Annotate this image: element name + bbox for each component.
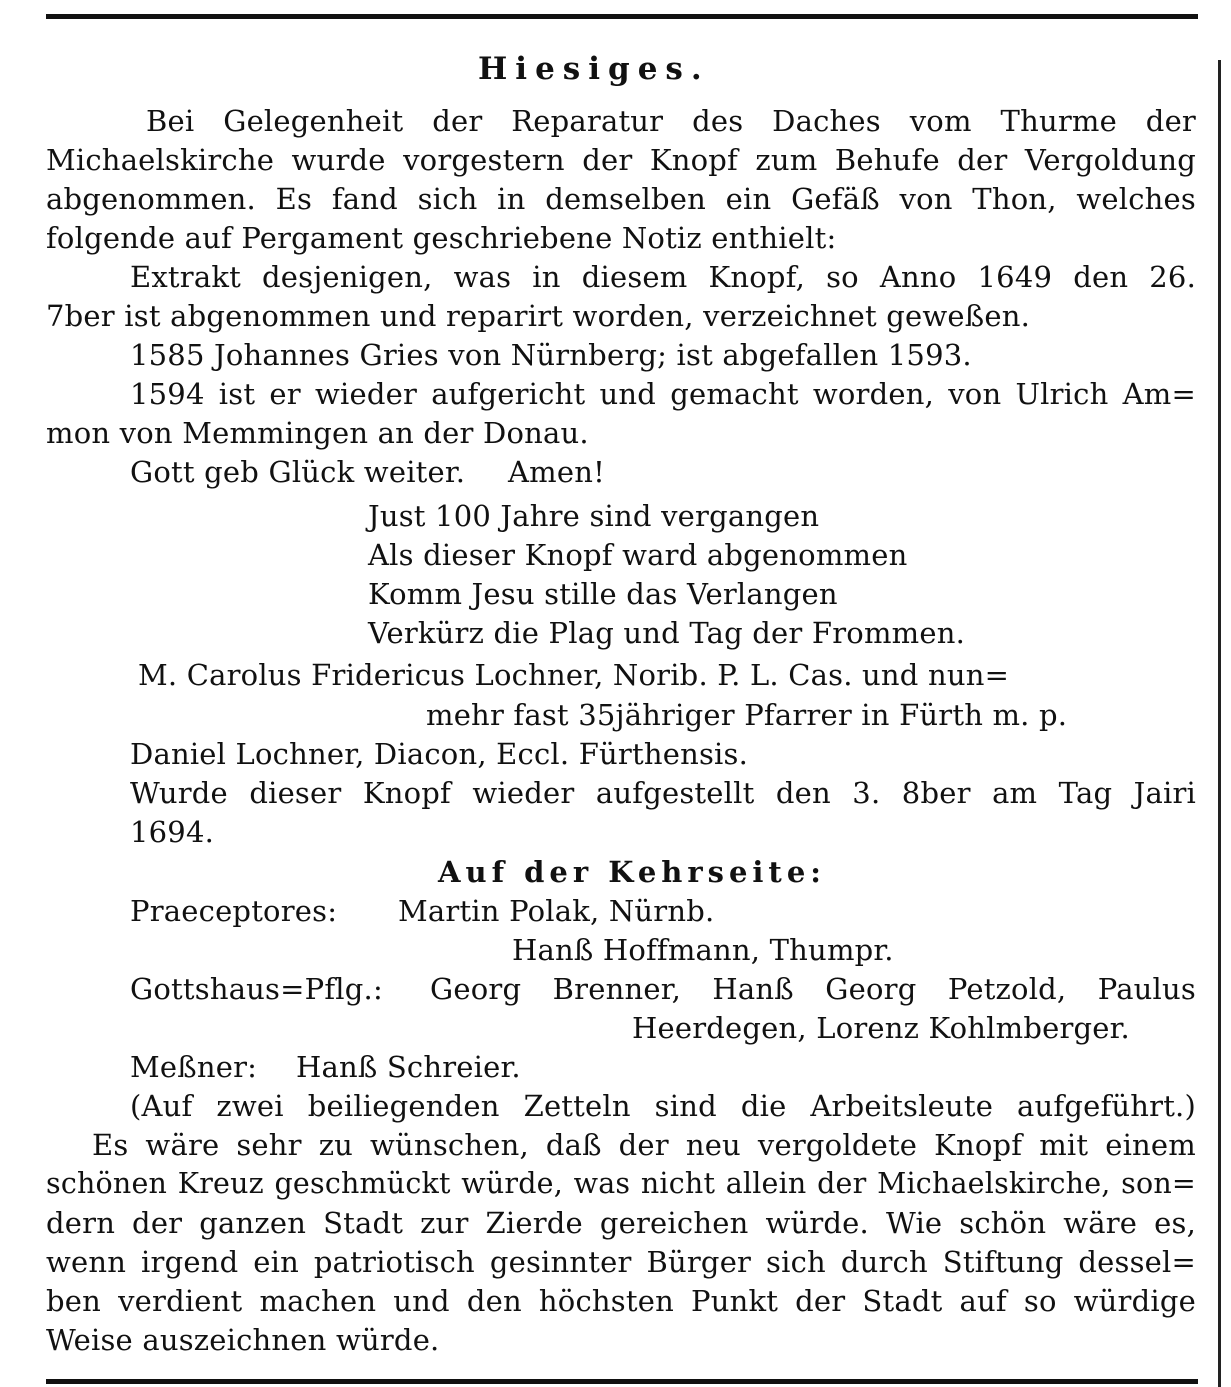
pfleger-names-2: Heerdegen, Lorenz Kohlmberger. xyxy=(632,1011,1130,1045)
intro-line-4: folgende auf Pergament geschriebene Notiz enthielt: xyxy=(46,221,837,255)
signature-line-3: Daniel Lochner, Diacon, Eccl. Fürthensis. xyxy=(130,737,749,771)
verse-line-2: Als dieser Knopf ward abgenommen xyxy=(368,538,908,572)
praeceptores-name-2: Hanß Hoffmann, Thumpr. xyxy=(512,933,894,967)
reverse-heading: Auf der Kehrseite: xyxy=(438,855,826,889)
pfleger-names-1: Georg Brenner, Hanß Georg Petzold, Paulus xyxy=(430,972,1196,1006)
column-rule xyxy=(1218,60,1221,1387)
closing-line-4: wenn irgend ein patriotisch gesinnter Bürger sich durch Stiftung dessel= xyxy=(46,1245,1196,1279)
top-rule xyxy=(46,14,1198,19)
pfleger-label: Gottshaus=Pflg.: xyxy=(130,972,383,1006)
extract-line-5: mon von Memmingen an der Donau. xyxy=(46,416,589,450)
article-title: Hiesiges. xyxy=(478,51,710,87)
praeceptores-label: Praeceptores: xyxy=(130,894,338,928)
intro-line-3: abgenommen. Es fand sich in demselben ein Gefäß von Thon, welches xyxy=(46,182,1196,216)
closing-line-6: Weise auszeichnen würde. xyxy=(46,1323,440,1357)
verse-line-4: Verkürz die Plag und Tag der Frommen. xyxy=(368,616,966,650)
closing-line-1: Es wäre sehr zu wünschen, daß der neu vergoldete Knopf mit einem xyxy=(92,1128,1196,1162)
closing-line-2: schönen Kreuz geschmückt würde, was nicht allein der Michaelskirche, son= xyxy=(46,1167,1196,1200)
workers-note: (Auf zwei beiliegenden Zetteln sind die Arbeitsleute aufgeführt.) xyxy=(130,1089,1196,1123)
bottom-rule xyxy=(46,1379,1198,1384)
intro-line-1: Bei Gelegenheit der Reparatur des Daches vom Thurme der xyxy=(146,104,1196,138)
extract-line-2: 7ber ist abgenommen und reparirt worden, verzeichnet geweßen. xyxy=(46,299,1031,333)
praeceptores-name-1: Martin Polak, Nürnb. xyxy=(398,894,715,928)
signature-line-5: 1694. xyxy=(130,815,215,849)
signature-line-1: M. Carolus Fridericus Lochner, Norib. P. L. Cas. und nun= xyxy=(138,658,1010,692)
signature-line-2: mehr fast 35jähriger Pfarrer in Fürth m. p. xyxy=(426,698,1068,732)
extract-line-6: Gott geb Glück weiter. xyxy=(130,455,466,489)
intro-line-2: Michaelskirche wurde vorgestern der Knopf zum Behufe der Vergoldung xyxy=(46,143,1196,177)
closing-line-5: ben verdient machen und den höchsten Punkt der Stadt auf so würdige xyxy=(46,1284,1196,1318)
extract-line-1: Extrakt desjenigen, was in diesem Knopf, so Anno 1649 den 26. xyxy=(130,260,1196,294)
messner-name: Hanß Schreier. xyxy=(296,1050,521,1084)
verse-line-1: Just 100 Jahre sind vergangen xyxy=(368,499,820,533)
closing-line-3: dern der ganzen Stadt zur Zierde gereichen würde. Wie schön wäre es, xyxy=(46,1206,1196,1240)
extract-line-4: 1594 ist er wieder aufgericht und gemacht worden, von Ulrich Am= xyxy=(130,377,1196,411)
verse-line-3: Komm Jesu stille das Verlangen xyxy=(368,577,838,611)
signature-line-4: Wurde dieser Knopf wieder aufgestellt den 3. 8ber am Tag Jairi xyxy=(130,776,1196,810)
extract-line-3: 1585 Johannes Gries von Nürnberg; ist abgefallen 1593. xyxy=(130,338,972,372)
messner-label: Meßner: xyxy=(130,1050,258,1084)
extract-amen: Amen! xyxy=(508,455,605,489)
